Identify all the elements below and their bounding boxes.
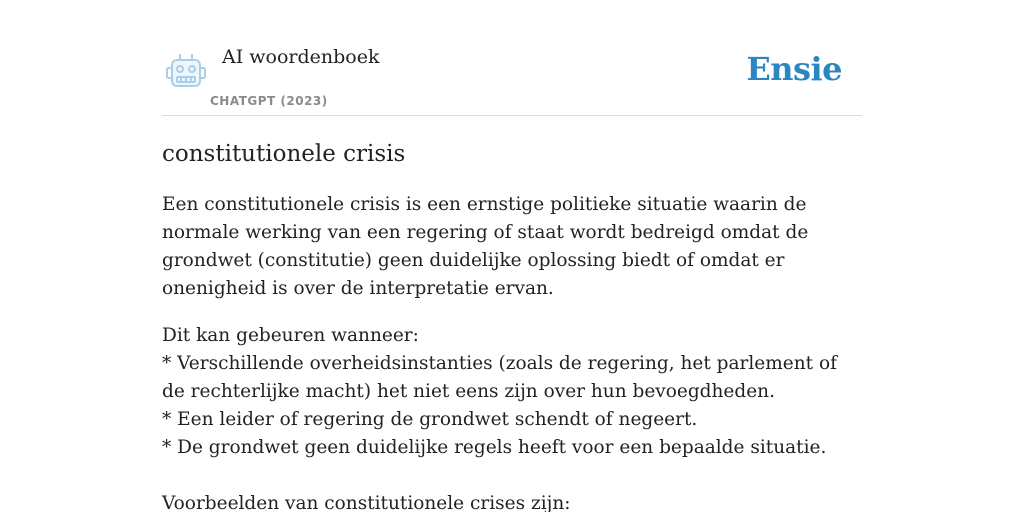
list-item: * De grondwet geen duidelijke regels heeft voor een bepaalde situatie. [162,437,827,458]
ensie-logo[interactable]: Ensie [746,50,842,88]
conditions-list [162,322,862,462]
entry-content [162,138,862,512]
list-item: * Verschillende overheidsinstanties (zoals de regering, het parlement of de rechterlijke macht) het niet eens zijn over hun bevoegdheden. [162,353,837,402]
examples-intro: Voorbeelden van constitutionele crises zijn: [162,493,571,512]
source-header [162,40,862,116]
list-intro: Dit kan gebeuren wanneer: [162,325,419,346]
page-title: constitutionele crisis [162,141,406,167]
list-item: * Een leider of regering de grondwet schendt of negeert. [162,409,698,430]
definition-paragraph: Een constitutionele crisis is een ernstige politieke situatie waarin de normale werking van een regering of staat wordt bedreigd omdat de grondwet (constitutie) geen duidelijke oplossing biedt of omdat er onenigheid is over de interpretatie ervan. [162,194,809,299]
robot-icon [166,52,206,90]
source-title[interactable]: AI woordenboek [222,46,380,68]
source-subtitle: CHATGPT (2023) [210,94,328,108]
